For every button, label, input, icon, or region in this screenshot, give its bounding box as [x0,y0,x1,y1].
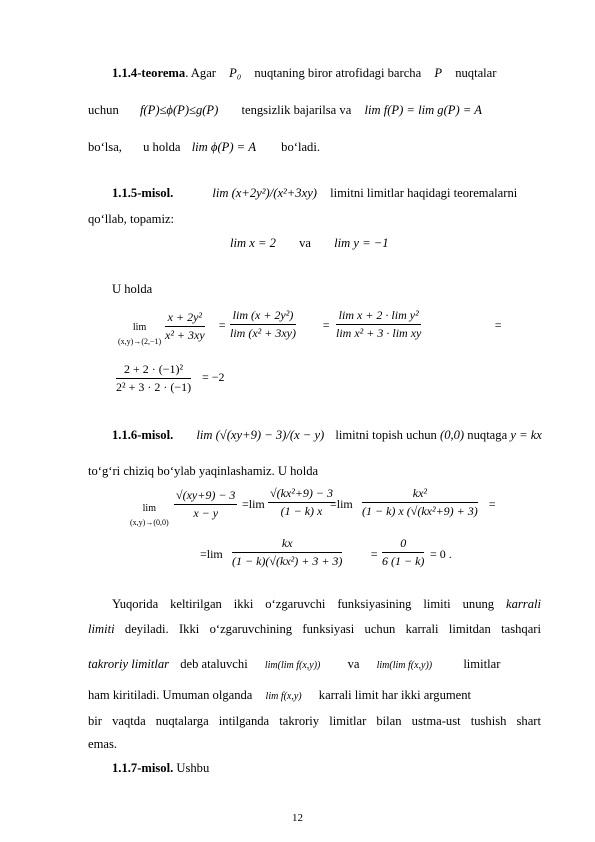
text: . Agar [185,66,216,80]
point: (0,0) [440,428,465,442]
equals-sign: = [370,547,379,561]
example-115-line-2: qo‘llab, topamiz: [88,212,175,226]
limit-equality: lim f(P) = lim g(P) = A [364,103,482,117]
text: va [299,236,311,250]
text: tengsizlik bajarilsa va [241,103,352,117]
theorem-line-2 [88,103,541,118]
text: bo‘ladi. [281,140,320,154]
text: karrali limit har ikki argument [318,688,472,702]
fraction-3: $\frac{\text{lim x + 2 · lim y²}}{\text{lim x² + 3 · lim xy}}$ [336,308,422,340]
text: nuqtalar [455,66,497,80]
equals-sign: =lim [330,497,353,511]
para-line-4 [88,688,541,704]
double-limit: lim f(x,y) [265,691,302,702]
term-takroriy: takroriy limitlar [88,657,170,671]
line-eq: y = kx [510,428,542,442]
fraction-2: $\frac{\text{√(kx²+9) − 3}}{(1 - k) x}$ [270,486,334,518]
fraction-3: $\frac{\text{kx²}}{\text{(1 − k) x (√(kx²+9) + 3)}}$ [362,486,478,518]
equals-sign: = [494,318,503,332]
inequality: f(P)≤ϕ(P)≤g(P) [139,103,219,117]
para-line-3 [88,657,541,673]
example-title: 1.1.6-misol. [112,428,174,442]
theorem-line-1 [112,66,541,81]
text: limitlar [463,657,501,671]
text: nuqtaga [467,428,508,442]
text: nuqtaning biror atrofidagi barcha [254,66,422,80]
equals-sign: = [488,497,497,511]
limit-x: lim x = 2 [230,236,276,250]
theorem-title: 1.1.4-teorema [112,66,186,80]
example-116-line-2: to‘g‘ri chiziq bo‘ylab yaqinlashamiz. U holda [88,464,319,478]
text: uchun [88,103,119,117]
fraction-1: $\frac{\text{x + 2y²}}{\text{x² + 3xy}}$ [165,310,205,342]
limit-expression: lim (√(xy+9) − 3)/(x − y) [196,428,325,442]
fraction-numeric: $\frac{\text{2 + 2 · (−1)²}}{\text{2² + 3 · 2 · (−1)}}$ [116,362,192,394]
para-line-5: bir vaqtda nuqtalarga intilganda takroriy limitlar bilan ustma-ust tushish shart [88,714,541,728]
math-p: P [434,66,443,80]
limit-phi: lim ϕ(P) = A [191,140,257,154]
text: u holda [143,140,181,154]
text: deyiladi. Ikki o‘zgaruvchining funksiyasi uchun karrali limitdan tashqari [124,622,541,636]
para-line-1 [112,597,541,612]
text: va [347,657,360,671]
iterated-limit-1: lim(lim f(x,y)) [264,660,321,671]
iterated-limit-2: lim(lim f(x,y)) [376,660,433,671]
text: limitni topish uchun [335,428,437,442]
page-number: 12 [292,812,303,824]
example-title: 1.1.5-misol. [112,186,174,200]
text: limitni limitlar haqidagi teoremalarni [330,186,518,200]
lim-operator: lim $_{(x,y)\to(0,0)}$ [130,503,169,527]
result: = −2 [202,370,225,384]
example-116-line-1 [112,428,541,443]
example-115-line-1 [112,186,541,201]
math-p0: P₀ [229,66,242,80]
limit-y: lim y = −1 [334,236,389,250]
fraction-1: $\frac{√(xy+9) - 3}{x - y}$ [176,488,236,520]
text: ham kiritiladi. Umuman olganda [88,688,253,702]
example-115-limits [230,236,430,251]
equals-sign: = [322,318,331,332]
equals-sign: =lim [200,547,223,561]
para-line-2 [88,622,541,637]
example-title: 1.1.7-misol. [112,761,174,775]
para-line-6: emas. [88,737,118,751]
text: Ushbu [176,761,210,775]
theorem-line-3 [88,140,541,155]
lim-operator: lim $_{(x,y)\to(2,-1)}$ [118,322,162,346]
equals-sign: = [218,318,227,332]
fraction-5: $\frac{0}{6 (1 - k)}$ [382,536,425,568]
text: bo‘lsa, [88,140,122,154]
text: Yuqorida keltirilgan ikki o‘zgaruvchi funksiyasining limiti unung [112,597,495,611]
fraction-2: $\frac{\text{lim (x + 2y²)}}{\text{lim (x² + 3xy)}}$ [230,308,296,340]
example-115-line-3: U holda [112,282,153,296]
final-result: = 0 . [430,547,452,561]
example-117-line [112,761,541,776]
limit-expression: lim (x+2y²)/(x²+3xy) [212,186,317,200]
term-limiti: limiti [88,622,115,636]
fraction-4: $\frac{kx}{\text{(1 − k)(√(kx²) + 3 + 3)}}$ [232,536,343,568]
text: deb ataluvchi [180,657,248,671]
equals-sign: =lim [242,497,265,511]
term-karrali: karrali [506,597,541,611]
